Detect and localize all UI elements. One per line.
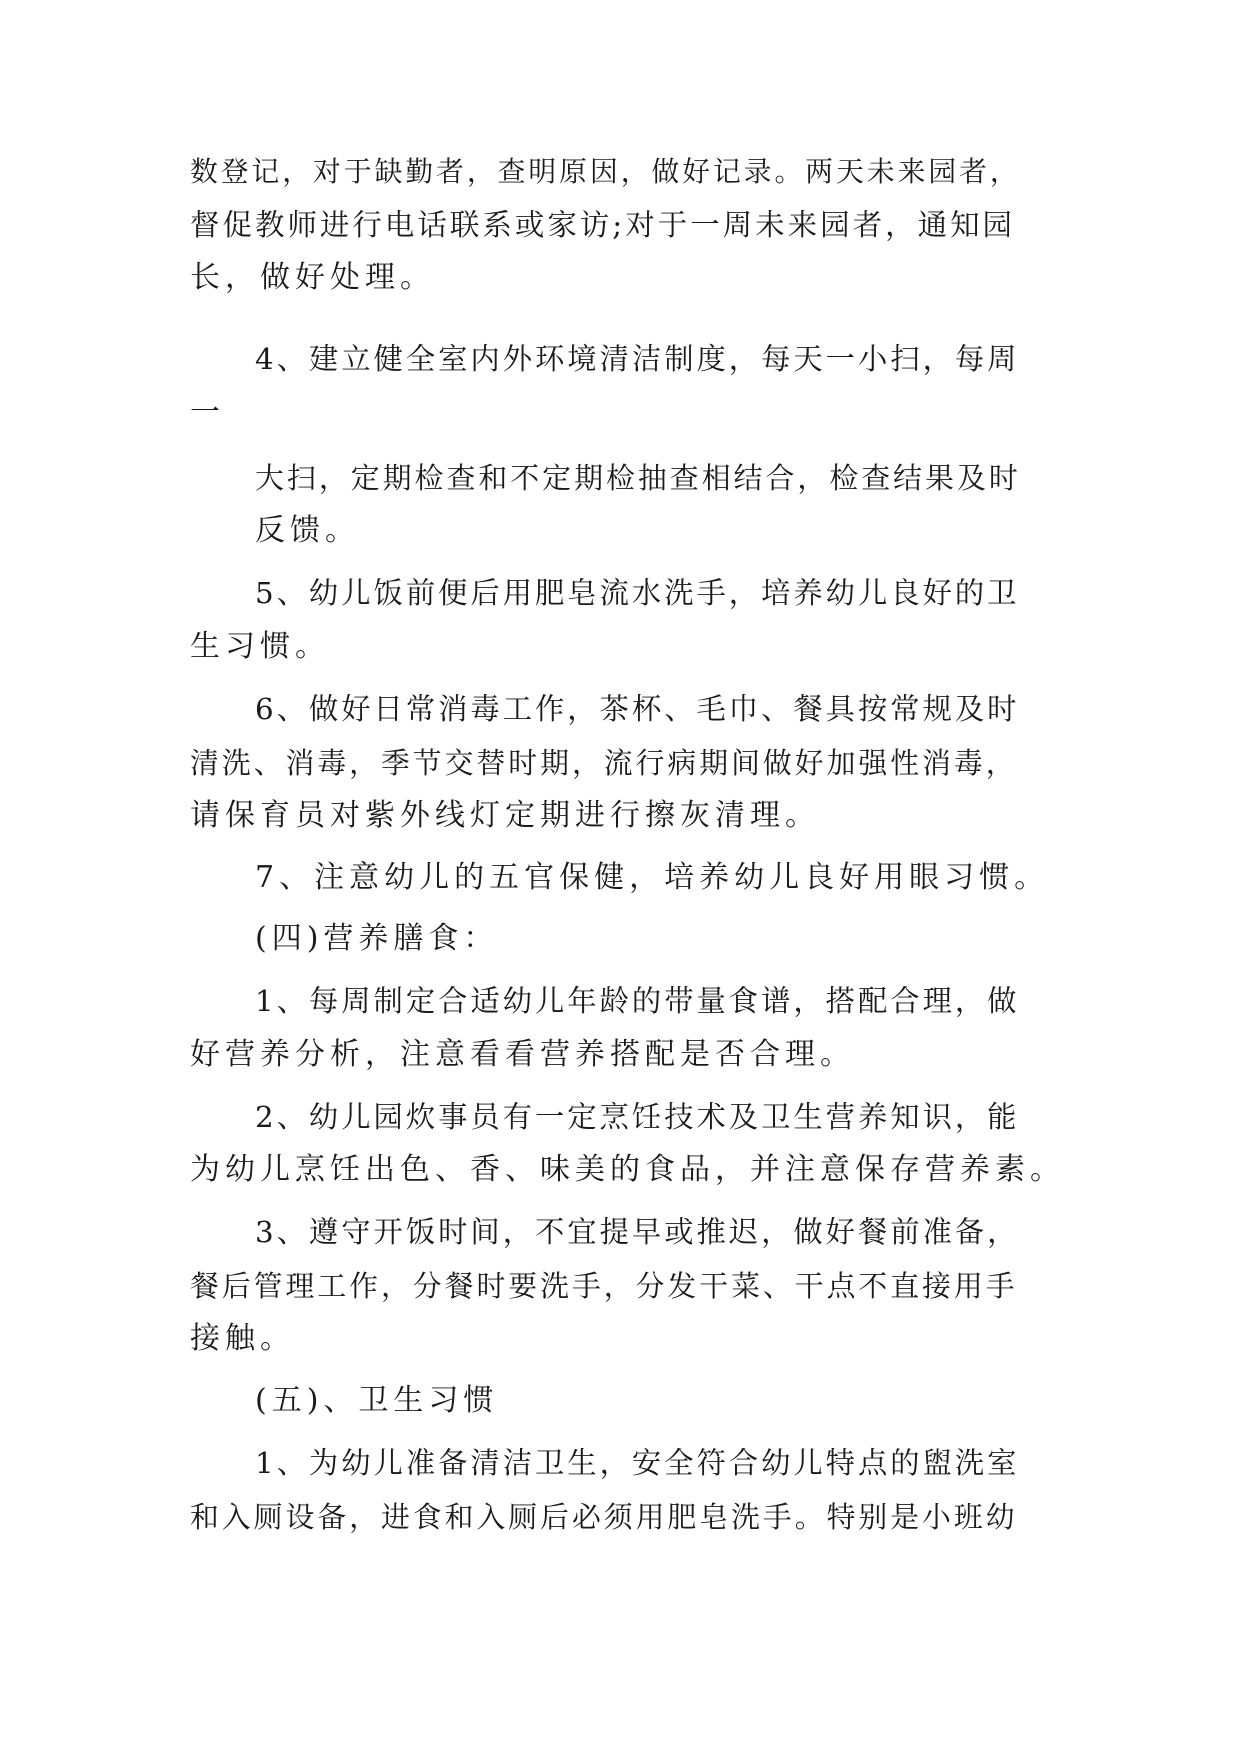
text-line: 生习惯。: [190, 629, 330, 664]
text-line: 请保育员对紫外线灯定期进行擦灰清理。: [190, 798, 820, 833]
text-line: 反馈。: [255, 513, 360, 548]
text-line: 5、幼儿饭前便后用肥皂流水洗手，培养幼儿良好的卫: [255, 576, 1020, 610]
text-line: 清洗、消毒，季节交替时期，流行病期间做好加强性消毒，: [190, 746, 1018, 780]
text-line: 1、为幼儿准备清洁卫生，安全符合幼儿特点的盥洗室: [255, 1446, 1020, 1480]
text-line: 餐后管理工作，分餐时要洗手，分发干菜、干点不直接用手: [190, 1269, 1018, 1303]
text-line: 接触。: [190, 1321, 295, 1356]
text-line: 和入厕设备，进食和入厕后必须用肥皂洗手。特别是小班幼: [190, 1500, 1018, 1534]
text-line: 长，做好处理。: [190, 260, 435, 295]
text-line: 4、建立健全室内外环境清洁制度，每天一小扫，每周: [255, 342, 1020, 376]
text-line: 6、做好日常消毒工作，茶杯、毛巾、餐具按常规及时: [255, 692, 1020, 726]
text-line: 一: [190, 395, 225, 430]
text-line: 2、幼儿园炊事员有一定烹饪技术及卫生营养知识，能: [255, 1100, 1020, 1134]
text-line: 大扫，定期检查和不定期检抽查相结合，检查结果及时: [255, 461, 1021, 495]
text-line: 好营养分析，注意看看营养搭配是否合理。: [190, 1037, 855, 1072]
text-line: 7、注意幼儿的五官保健，培养幼儿良好用眼习惯。: [255, 860, 1050, 895]
text-line: 1、每周制定合适幼儿年龄的带量食谱，搭配合理，做: [255, 984, 1020, 1018]
text-line: 数登记，对于缺勤者，查明原因，做好记录。两天未来园者，: [190, 155, 1021, 188]
section-heading: (四)营养膳食：: [255, 921, 499, 956]
section-heading: (五)、卫生习惯: [255, 1383, 499, 1418]
text-line: 3、遵守开饭时间，不宜提早或推迟，做好餐前准备，: [255, 1215, 1020, 1249]
text-line: 督促教师进行电话联系或家访;对于一周未来园者，通知园: [190, 208, 1016, 242]
text-line: 为幼儿烹饪出色、香、味美的食品，并注意保存营养素。: [190, 1152, 1065, 1187]
